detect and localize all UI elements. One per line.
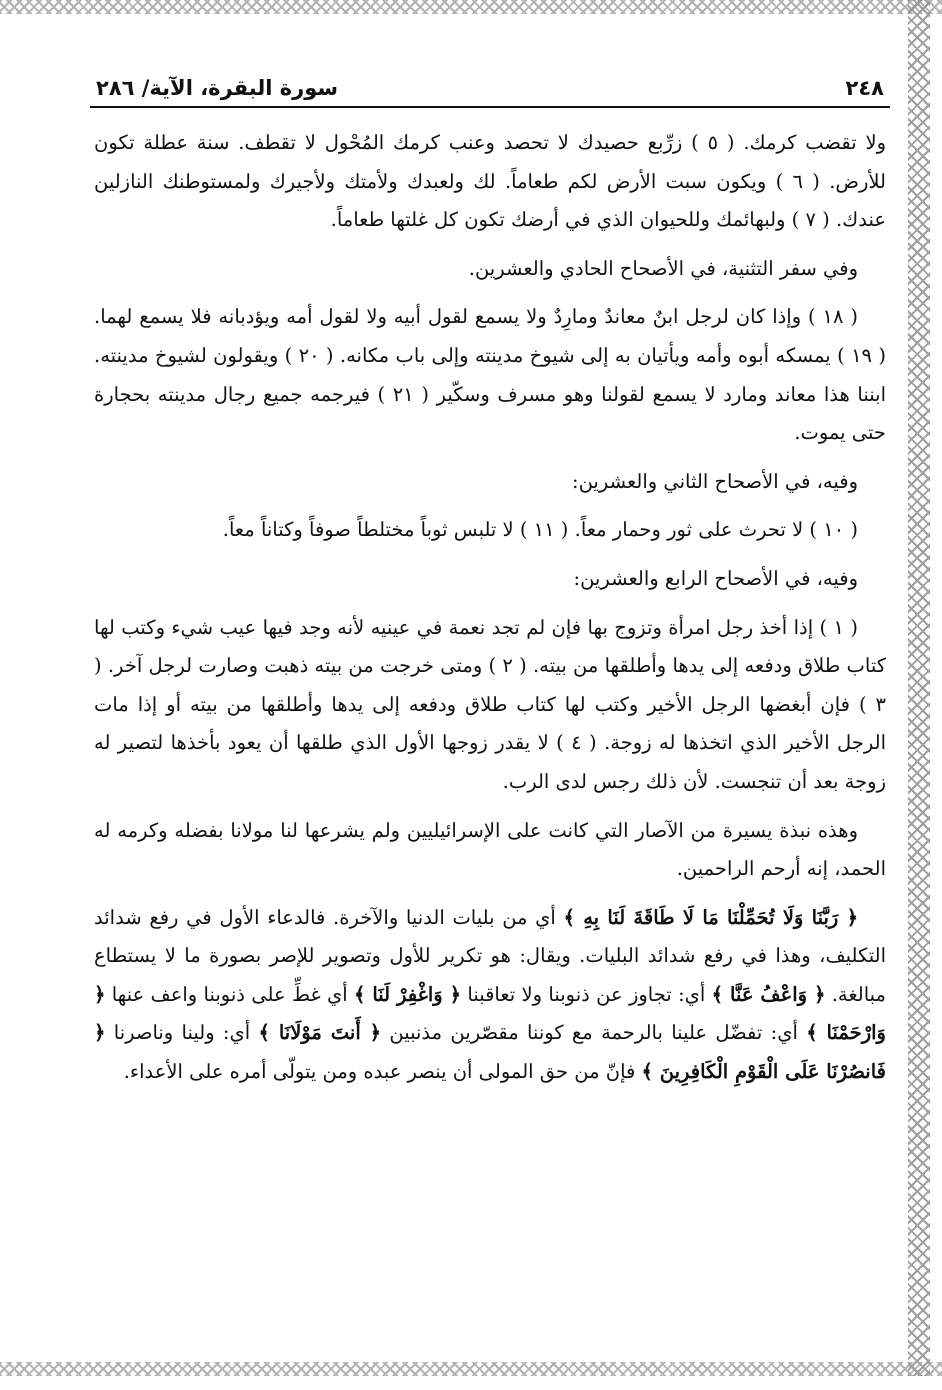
decorative-border-bottom — [0, 1362, 942, 1376]
section-heading: وفيه، في الأصحاح الرابع والعشرين: — [573, 566, 858, 590]
commentary-paragraph — [94, 899, 886, 1092]
paragraph: ( ١٨ ) وإذا كان لرجل ابنٌ معاندٌ ومارِدٌ ولا يسمع لقول أبيه ولا لقول أمه ويؤدبانه فلا يسمع لهما. ( ١٩ ) يمسكه أبوه وأمه ويأتيان به إلى شيوخ مدينته وإلى باب مكانه. ( ٢٠ ) ويقولون لشيوخ مدينته. ابننا هذا معاند ومارد لا يسمع لقولنا وهو مسرف وسكّير ( ٢١ ) فيرجمه جميع رجال مدينته بحجارة حتى يموت. — [94, 305, 887, 445]
commentary-text: أي: تفضّل علينا بالرحمة مع كوننا مقصّرين مذنبين — [381, 1021, 807, 1045]
paragraph: ( ١ ) إذا أخذ رجل امرأة وتزوج بها فإن لم تجد نعمة في عينيه لأنه وجد فيها عيب شيء وكتب لها كتاب طلاق ودفعه إلى يدها وأطلقها من بيته. ( ٢ ) ومتى خرجت من بيته ذهبت وصارت لرجل آخر. ( ٣ ) فإن أبغضها الرجل الأخير وكتب لها كتاب طلاق ودفعه إلى يدها وأطلقها من بيته أو إذا مات الرجل الأخير الذي اتخذها له زوجة. ( ٤ ) لا يقدر زوجها الأول الذي طلقها أن يعود بأخذها لتصير له زوجة بعد أن تنجست. لأن ذلك رجس لدى الرب. — [94, 615, 887, 793]
quran-verse: ﴿ وَاغْفِرْ لَنَا ﴾ — [354, 982, 462, 1006]
book-page — [90, 60, 890, 1360]
quran-verse: ﴿ أَنتَ مَوْلَانَا ﴾ — [258, 1021, 382, 1045]
commentary-text: أي غطِّ على ذنوبنا واعف عنها — [105, 982, 355, 1006]
quran-verse: ﴿ وَاعْفُ عَنَّا ﴾ — [711, 982, 826, 1006]
page-number: ٢٤٨ — [845, 76, 884, 100]
quran-verse: ﴿ وَارْحَمْنَا ﴾ — [94, 982, 886, 1045]
decorative-border-top — [0, 0, 942, 14]
decorative-border-right — [908, 0, 930, 1376]
commentary-text: أي: ولينا وناصرنا — [105, 1021, 259, 1045]
paragraph: ولا تقضب كرمك. ( ٥ ) زرِّبع حصيدك لا تحصد وعنب كرمك المُحْول لا تقطف. سنة عطلة تكون للأرض. ( ٦ ) ويكون سبت الأرض لكم طعاماً. لك ولعبدك ولأمتك ولأجيرك ولمستوطنك النازلين عندك. ( ٧ ) ولبهائمك وللحيوان الذي في أرضك تكون كل غلتها طعاماً. — [94, 131, 886, 232]
commentary-text: أي: تجاوز عن ذنوبنا ولا تعاقبنا — [461, 982, 712, 1006]
paragraph: وهذه نبذة يسيرة من الآصار التي كانت على الإسرائيليين ولم يشرعها لنا مولانا بفضله وكرمه له الحمد، إنه أرحم الراحمين. — [94, 818, 886, 881]
section-heading: وفي سفر التثنية، في الأصحاح الحادي والعشرين. — [468, 256, 858, 280]
quran-verse: ﴿ رَبَّنَا وَلَا تُحَمِّلْنَا مَا لَا طَاقَةَ لَنَا بِهِ ﴾ — [563, 905, 858, 929]
page-header — [90, 60, 890, 108]
page-content — [90, 108, 890, 1092]
section-heading: وفيه، في الأصحاح الثاني والعشرين: — [572, 469, 858, 493]
paragraph: ( ١٠ ) لا تحرث على ثور وحمار معاً. ( ١١ ) لا تلبس ثوباً مختلطاً صوفاً وكتاناً معاً. — [222, 518, 858, 542]
quran-verse: ﴿ فَانصُرْنَا عَلَى الْقَوْمِ الْكَافِرِينَ ﴾ — [94, 1021, 886, 1084]
commentary-text: فإنّ من حق المولى أن ينصر عبده ومن يتولّى أمره على الأعداء. — [123, 1060, 642, 1084]
surah-reference: سورة البقرة، الآية/ ٢٨٦ — [96, 76, 339, 100]
commentary-text: أي من بليات الدنيا والآخرة. فالدعاء الأول في رفع شدائد التكليف، وهذا في رفع شدائد البليات. ويقال: هو تكرير للأول وتصوير للإصر بصورة ما لا يستطاع مبالغة. — [94, 905, 886, 1006]
